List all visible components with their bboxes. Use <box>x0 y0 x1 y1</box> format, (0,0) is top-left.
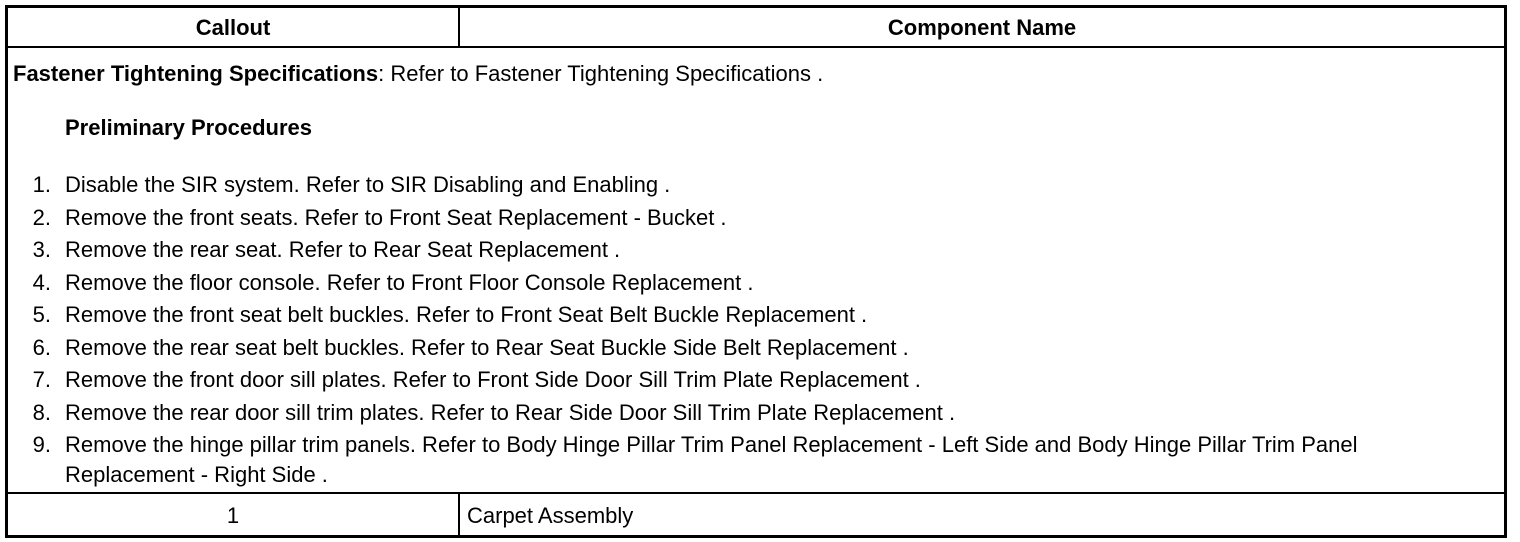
procedure-table <box>5 5 1507 538</box>
procedure-step <box>8 430 1484 489</box>
table-header-row <box>8 8 1504 48</box>
fastener-specs-label: Fastener Tightening Specifications <box>13 61 379 86</box>
step-number: 9. <box>32 432 51 457</box>
procedure-step <box>8 398 1484 428</box>
component-name-cell: Carpet Assembly <box>467 503 634 528</box>
preliminary-procedures-heading: Preliminary Procedures <box>65 115 313 140</box>
fastener-specs-text: : Refer to Fastener Tightening Specifications . <box>378 61 824 86</box>
procedure-step <box>8 333 1484 363</box>
step-text: Disable the SIR system. Refer to SIR Disabling and Enabling . <box>65 172 671 197</box>
step-number: 4. <box>32 269 51 295</box>
step-number: 3. <box>32 237 51 262</box>
header-callout: Callout <box>8 8 460 46</box>
step-text: Remove the rear seat belt buckles. Refer to Rear Seat Buckle Side Belt Replacement . <box>65 334 909 360</box>
procedure-step <box>8 365 1484 395</box>
procedure-step <box>8 170 1484 200</box>
header-component-name: Component Name <box>887 15 1077 40</box>
step-number: 6. <box>32 334 51 360</box>
procedure-step <box>8 235 1484 265</box>
procedure-body-row <box>8 48 1504 494</box>
procedure-steps-list <box>8 170 1484 492</box>
step-number: 7. <box>32 367 51 392</box>
procedure-body <box>8 48 1504 492</box>
step-text: Remove the rear seat. Refer to Rear Seat Replacement . <box>65 237 621 262</box>
step-number: 2. <box>32 204 51 230</box>
step-text: Remove the front seats. Refer to Front Seat Replacement - Bucket . <box>65 204 727 230</box>
step-text: Remove the floor console. Refer to Front Floor Console Replacement . <box>65 269 754 295</box>
step-text: Remove the hinge pillar trim panels. Refer to Body Hinge Pillar Trim Panel Replacement - Left Side and Body Hinge Pillar Trim Panel Replacement - Right Side . <box>65 432 1358 487</box>
procedure-step <box>8 268 1484 298</box>
step-text: Remove the front seat belt buckles. Refer to Front Seat Belt Buckle Replacement . <box>65 302 868 327</box>
callout-cell: 1 <box>8 494 460 535</box>
step-number: 1. <box>32 172 51 197</box>
step-number: 8. <box>32 399 51 425</box>
procedure-step <box>8 203 1484 233</box>
fastener-specs-line <box>13 61 823 87</box>
table-row <box>8 494 1504 535</box>
step-text: Remove the front door sill plates. Refer to Front Side Door Sill Trim Plate Replacement . <box>65 367 921 392</box>
step-number: 5. <box>32 302 51 327</box>
procedure-step <box>8 300 1484 330</box>
step-text: Remove the rear door sill trim plates. Refer to Rear Side Door Sill Trim Plate Replacement . <box>65 399 956 425</box>
